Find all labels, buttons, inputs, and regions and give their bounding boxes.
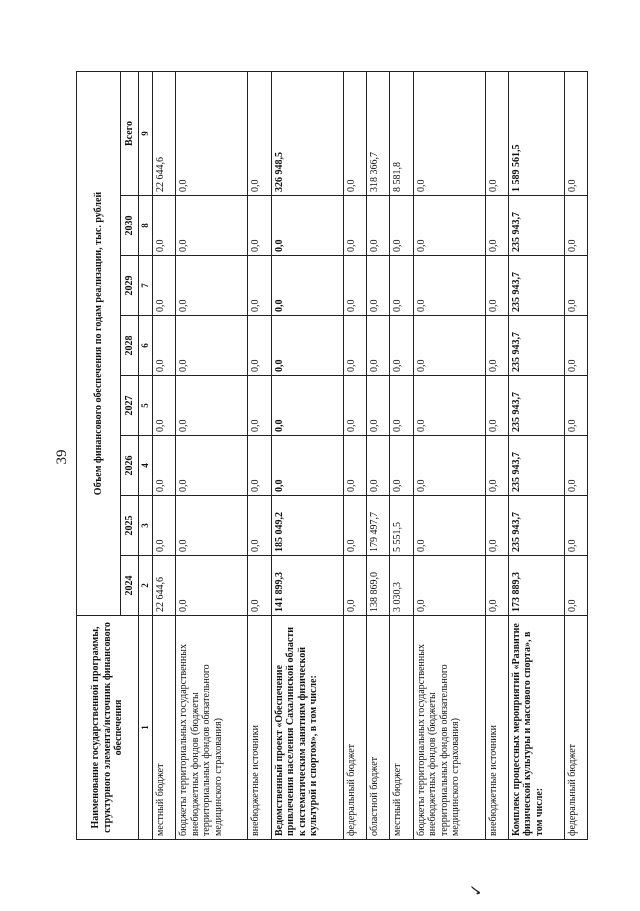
row-value: 235 943,7 [508,376,564,436]
row-value: 173 889,3 [508,556,564,616]
year-2024: 2024 [121,556,139,616]
row-value: 0,0 [248,72,271,196]
row-value: 0,0 [485,376,508,436]
col-number: 2 [139,556,153,616]
handwritten-mark: ✓ [468,883,486,897]
row-value: 0,0 [176,556,248,616]
row-value: 1 589 561,5 [508,72,564,196]
row-value: 0,0 [366,196,389,256]
table-row [343,72,366,840]
row-value: 0,0 [564,316,587,376]
row-value: 0,0 [413,436,485,496]
col-number: 9 [139,72,153,196]
row-value: 0,0 [390,376,413,436]
row-value: 0,0 [153,496,176,556]
row-value: 0,0 [343,376,366,436]
col-number: 5 [139,376,153,436]
row-value: 0,0 [390,256,413,316]
row-value: 0,0 [176,436,248,496]
row-value: 0,0 [271,436,343,496]
row-value: 0,0 [343,316,366,376]
row-value: 0,0 [485,496,508,556]
col-number: 3 [139,496,153,556]
table-row [271,72,343,840]
row-value: 22 644,6 [153,556,176,616]
row-value: 0,0 [564,196,587,256]
row-value: 0,0 [564,256,587,316]
page-number: 39 [54,449,70,465]
col-number: 6 [139,316,153,376]
table-wrapper [76,72,588,840]
row-value: 3 030,3 [390,556,413,616]
row-value: 0,0 [153,256,176,316]
col-number: 7 [139,256,153,316]
row-value: 0,0 [564,376,587,436]
row-value: 0,0 [390,436,413,496]
row-value: 0,0 [248,496,271,556]
row-value: 0,0 [485,72,508,196]
row-value: 0,0 [485,316,508,376]
row-name: Комплекс процессных мероприятий «Развитие физической культуры и массового спорта», в том числе: [508,616,564,840]
row-value: 0,0 [176,256,248,316]
row-value: 0,0 [176,376,248,436]
row-value: 0,0 [366,256,389,316]
row-value: 141 899,3 [271,556,343,616]
table-rotation-frame [76,72,588,840]
table-row [366,72,389,840]
row-value: 0,0 [153,376,176,436]
row-value: 0,0 [153,436,176,496]
row-value: 0,0 [271,316,343,376]
year-2030: 2030 [121,196,139,256]
row-value: 0,0 [485,436,508,496]
row-value: 0,0 [366,316,389,376]
row-value: 0,0 [413,556,485,616]
row-value: 0,0 [271,256,343,316]
row-value: 138 869,0 [366,556,389,616]
header-name: Наименование государственной программы, структурного элемента/источник финансового обеспечения [77,616,139,840]
row-value: 179 497,7 [366,496,389,556]
row-value: 0,0 [248,256,271,316]
row-value: 0,0 [343,72,366,196]
year-2028: 2028 [121,316,139,376]
row-value: 235 943,7 [508,316,564,376]
table-row [564,72,587,840]
row-value: 0,0 [366,436,389,496]
financing-table [76,71,588,840]
row-name: бюджеты территориальных государственных внебюджетных фондов (бюджеты территориальных фондов обязательного медицинского страхования) [176,616,248,840]
year-2026: 2026 [121,436,139,496]
row-name: внебюджетные источники [485,616,508,840]
row-value: 185 049,2 [271,496,343,556]
row-value: 0,0 [413,256,485,316]
row-name: Ведомственный проект «Обеспечение привлечения населения Сахалинской области к систематическим занятиям физической культурой и спортом», в том числе: [271,616,343,840]
row-value: 0,0 [390,196,413,256]
row-value: 0,0 [176,72,248,196]
row-name: местный бюджет [390,616,413,840]
row-value: 0,0 [248,196,271,256]
row-name: местный бюджет [153,616,176,840]
row-value: 22 644,6 [153,72,176,196]
row-value: 0,0 [176,196,248,256]
row-value: 0,0 [564,436,587,496]
row-value: 235 943,7 [508,256,564,316]
row-value: 235 943,7 [508,196,564,256]
total-header: Всего [121,72,139,196]
row-value: 0,0 [176,316,248,376]
row-value: 0,0 [413,196,485,256]
row-name: бюджеты территориальных государственных внебюджетных фондов (бюджеты территориальных фондов обязательного медицинского страхования) [413,616,485,840]
row-value: 0,0 [413,316,485,376]
row-value: 0,0 [485,556,508,616]
table-row [508,72,564,840]
row-value: 0,0 [176,496,248,556]
row-value: 235 943,7 [508,436,564,496]
row-value: 0,0 [343,496,366,556]
table-row [248,72,271,840]
table-row [485,72,508,840]
row-value: 0,0 [564,72,587,196]
table-row [390,72,413,840]
row-value: 0,0 [271,196,343,256]
row-value: 0,0 [248,436,271,496]
row-value: 0,0 [153,196,176,256]
row-value: 0,0 [390,316,413,376]
row-value: 0,0 [564,496,587,556]
row-name: федеральный бюджет [343,616,366,840]
col-number: 1 [139,616,153,840]
row-name: областной бюджет [366,616,389,840]
row-value: 0,0 [343,256,366,316]
row-value: 0,0 [271,376,343,436]
header-group: Объем финансового обеспечения по годам реализации, тыс. рублей [77,72,121,616]
table-row [176,72,248,840]
row-value: 318 366,7 [366,72,389,196]
row-value: 0,0 [343,196,366,256]
col-number: 4 [139,436,153,496]
row-value: 0,0 [343,436,366,496]
row-value: 0,0 [564,556,587,616]
table-row [153,72,176,840]
col-number: 8 [139,196,153,256]
row-value: 0,0 [413,72,485,196]
row-value: 0,0 [413,376,485,436]
row-value: 0,0 [413,496,485,556]
row-value: 0,0 [485,196,508,256]
year-2027: 2027 [121,376,139,436]
row-name: федеральный бюджет [564,616,587,840]
row-value: 0,0 [485,256,508,316]
row-value: 235 943,7 [508,496,564,556]
row-value: 5 551,5 [390,496,413,556]
row-name: внебюджетные источники [248,616,271,840]
year-2029: 2029 [121,256,139,316]
row-value: 0,0 [366,376,389,436]
row-value: 0,0 [153,316,176,376]
row-value: 0,0 [248,376,271,436]
row-value: 326 948,5 [271,72,343,196]
row-value: 0,0 [248,316,271,376]
row-value: 0,0 [343,556,366,616]
table-row [413,72,485,840]
row-value: 0,0 [248,556,271,616]
year-2025: 2025 [121,496,139,556]
row-value: 8 581,8 [390,72,413,196]
